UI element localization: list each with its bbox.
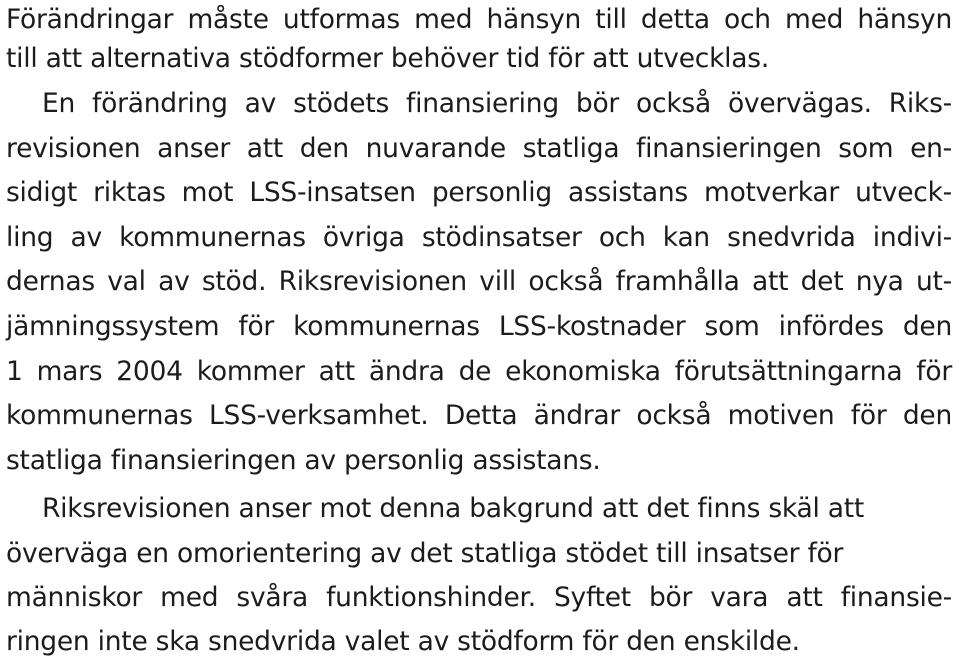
text-line: dernas val av stöd. Riksrevisionen vill också framhålla att det nya ut- bbox=[6, 266, 952, 297]
text-line: människor med svåra funktionshinder. Syftet bör vara att finansie- bbox=[6, 582, 952, 613]
text-line: ling av kommunernas övriga stödinsatser och kan snedvrida indivi- bbox=[6, 222, 952, 253]
text-line: ringen inte ska snedvrida valet av stödform för den enskilde. bbox=[6, 626, 800, 657]
text-line: 1 mars 2004 kommer att ändra de ekonomiska förutsättningarna för bbox=[6, 356, 952, 387]
text-line: till att alternativa stödformer behöver tid för att utvecklas. bbox=[6, 43, 770, 74]
text-line: Riksrevisionen anser mot denna bakgrund att det finns skäl att bbox=[42, 493, 865, 524]
text-line: revisionen anser att den nuvarande statliga finansieringen som en- bbox=[6, 133, 952, 164]
text-line: En förändring av stödets finansiering bör också övervägas. Riks- bbox=[42, 88, 952, 119]
text-line: kommunernas LSS-verksamhet. Detta ändrar också motiven för den bbox=[6, 400, 952, 431]
text-line: statliga finansieringen av personlig assistans. bbox=[6, 445, 601, 476]
text-line: jämningssystem för kommunernas LSS-kostnader som infördes den bbox=[6, 311, 952, 342]
document-page bbox=[6, 0, 956, 665]
text-line: sidigt riktas mot LSS-insatsen personlig assistans motverkar utveck- bbox=[6, 177, 952, 208]
text-line: överväga en omorientering av det statliga stödet till insatser för bbox=[6, 538, 844, 569]
text-line: Förändringar måste utformas med hänsyn till detta och med hänsyn bbox=[6, 4, 952, 35]
